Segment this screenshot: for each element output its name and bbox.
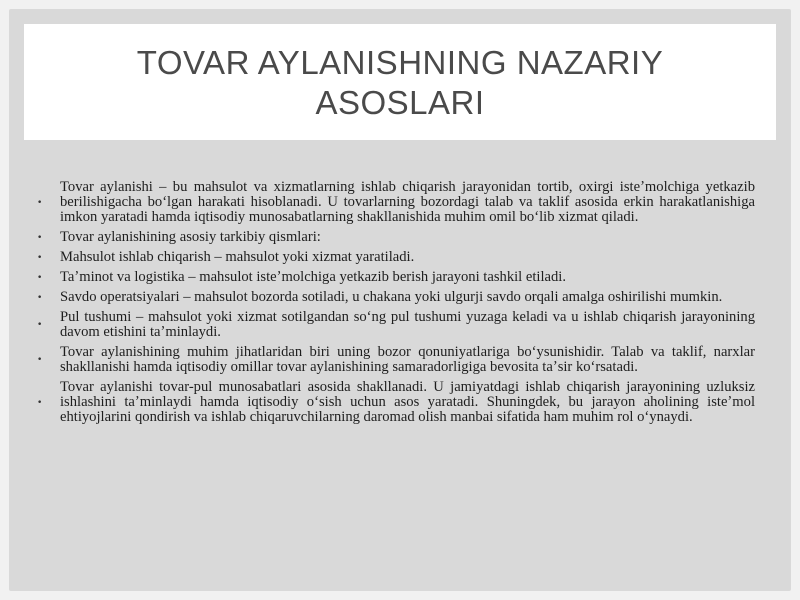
- list-item: [33, 310, 755, 340]
- slide: [9, 9, 791, 591]
- list-item-text: Mahsulot ishlab chiqarish – mahsulot yoki xizmat yaratiladi.: [60, 249, 415, 265]
- bullet-icon: •: [37, 272, 43, 283]
- list-item: [33, 270, 755, 285]
- list-item: [33, 230, 755, 245]
- bullet-icon: •: [37, 197, 43, 208]
- bullet-icon: •: [37, 355, 43, 365]
- list-item-text: Tovar aylanishining asosiy tarkibiy qismlari:: [60, 229, 321, 245]
- list-item-text: Tovar aylanishi tovar-pul munosabatlari asosida shakllanadi. U jamiyatdagi ishlab chiqarish jarayonining uzluksiz ishlashini taʼminlaydi hamda iqtisodiy oʻsish uchun asos yaratadi. Shuningdek, bu jarayon aholining isteʼmol ehtiyojlarini qondirish va ishlab chiqaruvchilarning daromad olish manbai sifatida ham muhim rol oʻynaydi.: [60, 379, 755, 425]
- list-item: [33, 290, 755, 305]
- slide-title: TOVAR AYLANISHNING NAZARIY ASOSLARI: [136, 44, 664, 121]
- bullet-icon: •: [37, 397, 43, 408]
- bullet-icon: •: [37, 320, 43, 330]
- list-item: [33, 250, 755, 265]
- list-item: [33, 180, 755, 225]
- list-item-text: Pul tushumi – mahsulot yoki xizmat sotilgandan soʻng pul tushumi yuzaga keladi va u ishlab chiqarish jarayonining davom etishini taʼminlaydi.: [60, 309, 755, 340]
- list-item-text: Taʼminot va logistika – mahsulot isteʼmolchiga yetkazib berish jarayoni tashkil etiladi.: [60, 269, 566, 285]
- bullet-icon: •: [37, 252, 43, 263]
- bullet-icon: •: [37, 292, 43, 303]
- list-item: [33, 380, 755, 425]
- list-item-text: Tovar aylanishining muhim jihatlaridan biri uning bozor qonuniyatlariga boʻysunishidir. Talab va taklif, narxlar shakllanishi hamda iqtisodiy omillar tovar aylanishining samaradorligiga bevosita taʼsir koʻrsatadi.: [60, 344, 755, 375]
- list-item-text: Savdo operatsiyalari – mahsulot bozorda sotiladi, u chakana yoki ulgurji savdo orqali amalga oshirilishi mumkin.: [60, 289, 723, 305]
- list-item-text: Tovar aylanishi – bu mahsulot va xizmatlarning ishlab chiqarish jarayonidan tortib, oxirgi isteʼmolchiga yetkazib berilishigacha boʻlgan harakati hisoblanadi. U tovarlarning bozordagi talab va taklif asosida erkin harakatlanishiga imkon yaratadi hamda iqtisodiy munosabatlarning shakllanishida muhim omil boʻlib xizmat qiladi.: [60, 179, 755, 225]
- bullet-icon: •: [37, 232, 43, 243]
- title-box: [24, 24, 776, 140]
- bullet-list: [33, 180, 755, 430]
- list-item: [33, 345, 755, 375]
